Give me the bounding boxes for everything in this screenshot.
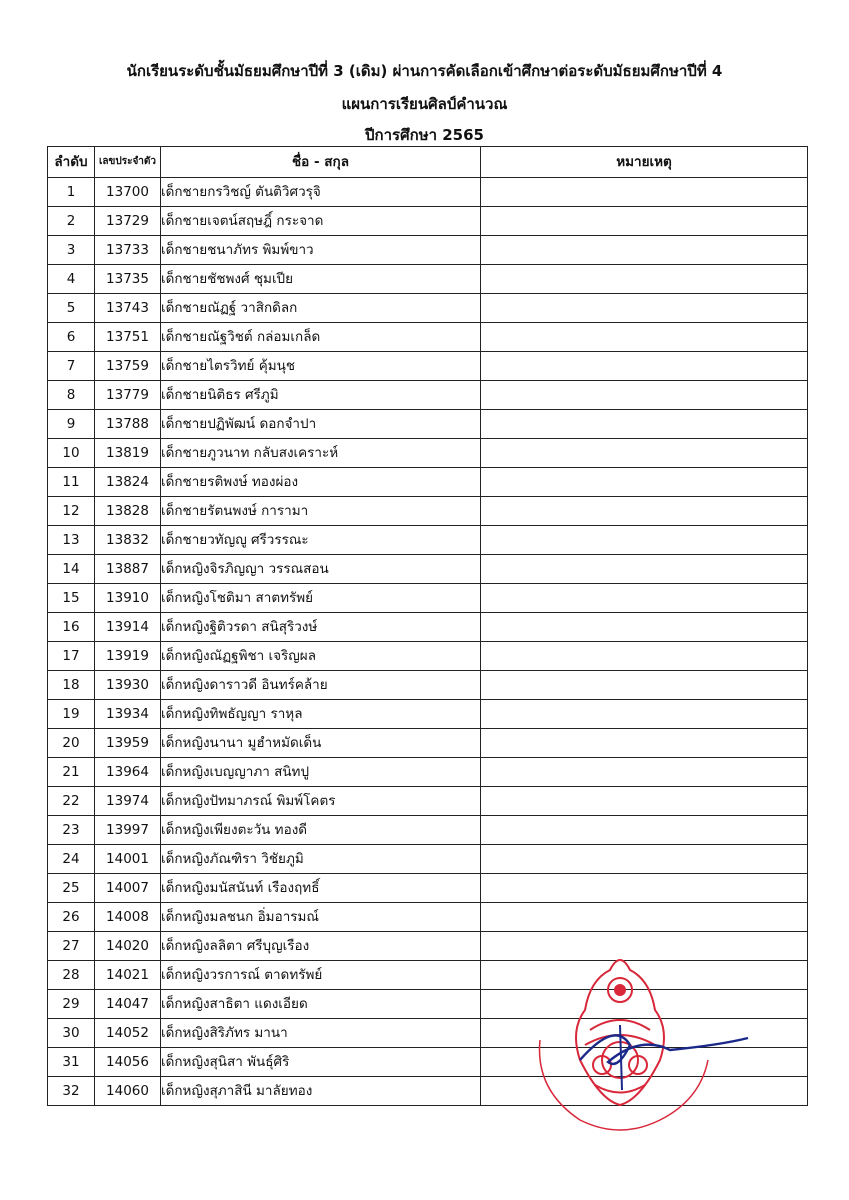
cell-order: 20 [48, 729, 95, 758]
cell-fullname: เด็กชายชัชพงศ์ ชุมเปีย [161, 265, 481, 294]
cell-fullname: เด็กหญิงเพียงตะวัน ทองดี [161, 816, 481, 845]
cell-student-id: 14008 [95, 903, 161, 932]
cell-fullname: เด็กหญิงจิรภิญญา วรรณสอน [161, 555, 481, 584]
cell-fullname: เด็กหญิงโชติมา สาตทรัพย์ [161, 584, 481, 613]
cell-fullname: เด็กหญิงมนัสนันท์ เรืองฤทธิ์ [161, 874, 481, 903]
cell-remarks [481, 729, 808, 758]
cell-student-id: 13751 [95, 323, 161, 352]
cell-remarks [481, 178, 808, 207]
cell-remarks [481, 787, 808, 816]
cell-order: 19 [48, 700, 95, 729]
cell-fullname: เด็กหญิงเบญญาภา สนิทปู [161, 758, 481, 787]
cell-student-id: 13819 [95, 439, 161, 468]
cell-fullname: เด็กชายนิติธร ศรีภูมิ [161, 381, 481, 410]
cell-order: 6 [48, 323, 95, 352]
cell-fullname: เด็กชายชนาภัทร พิมพ์ขาว [161, 236, 481, 265]
cell-fullname: เด็กชายรติพงษ์ ทองผ่อง [161, 468, 481, 497]
cell-remarks [481, 294, 808, 323]
cell-fullname: เด็กหญิงวรการณ์ ตาดทรัพย์ [161, 961, 481, 990]
cell-remarks [481, 381, 808, 410]
cell-student-id: 13788 [95, 410, 161, 439]
table-row [48, 613, 808, 642]
cell-student-id: 13700 [95, 178, 161, 207]
cell-student-id: 13729 [95, 207, 161, 236]
cell-student-id: 14052 [95, 1019, 161, 1048]
cell-student-id: 13919 [95, 642, 161, 671]
table-row [48, 700, 808, 729]
cell-fullname: เด็กหญิงสาธิตา แดงเอียด [161, 990, 481, 1019]
table-row [48, 903, 808, 932]
cell-fullname: เด็กหญิงภัณฑิรา วิชัยภูมิ [161, 845, 481, 874]
cell-order: 32 [48, 1077, 95, 1106]
cell-fullname: เด็กหญิงฐิติวรดา สนิสุริวงษ์ [161, 613, 481, 642]
cell-student-id: 13759 [95, 352, 161, 381]
cell-student-id: 13828 [95, 497, 161, 526]
cell-order: 24 [48, 845, 95, 874]
cell-fullname: เด็กชายวทัญญู ศรีวรรณะ [161, 526, 481, 555]
cell-fullname: เด็กชายเจตน์สฤษฎิ์ กระจาด [161, 207, 481, 236]
cell-fullname: เด็กชายปฏิพัฒน์ ดอกจำปา [161, 410, 481, 439]
table-row [48, 178, 808, 207]
cell-remarks [481, 497, 808, 526]
table-row [48, 410, 808, 439]
cell-student-id: 13733 [95, 236, 161, 265]
cell-remarks [481, 526, 808, 555]
cell-fullname: เด็กหญิงทิพธัญญา ราหุล [161, 700, 481, 729]
cell-remarks [481, 207, 808, 236]
cell-order: 21 [48, 758, 95, 787]
cell-remarks [481, 700, 808, 729]
cell-order: 30 [48, 1019, 95, 1048]
table-row [48, 294, 808, 323]
cell-student-id: 14047 [95, 990, 161, 1019]
cell-order: 7 [48, 352, 95, 381]
table-row [48, 468, 808, 497]
cell-fullname: เด็กชายรัตนพงษ์ การามา [161, 497, 481, 526]
cell-remarks [481, 758, 808, 787]
cell-remarks [481, 410, 808, 439]
cell-order: 12 [48, 497, 95, 526]
cell-student-id: 13779 [95, 381, 161, 410]
cell-fullname: เด็กชายณัฏฐ์ วาสิกดิลก [161, 294, 481, 323]
table-row [48, 671, 808, 700]
table-row [48, 642, 808, 671]
cell-remarks [481, 671, 808, 700]
cell-order: 4 [48, 265, 95, 294]
table-row [48, 497, 808, 526]
cell-fullname: เด็กหญิงนานา มูฮำหมัดเด็น [161, 729, 481, 758]
cell-remarks [481, 323, 808, 352]
table-row [48, 584, 808, 613]
document-subtitle-program: แผนการเรียนศิลป์คำนวณ [341, 95, 508, 113]
table-row [48, 729, 808, 758]
header-fullname: ชื่อ - สกุล [161, 147, 481, 178]
table-row [48, 526, 808, 555]
cell-student-id: 13934 [95, 700, 161, 729]
cell-remarks [481, 642, 808, 671]
table-row [48, 787, 808, 816]
cell-order: 16 [48, 613, 95, 642]
table-row [48, 207, 808, 236]
cell-order: 15 [48, 584, 95, 613]
cell-student-id: 13910 [95, 584, 161, 613]
cell-remarks [481, 845, 808, 874]
cell-remarks [481, 903, 808, 932]
cell-fullname: เด็กหญิงมลชนก อิ่มอารมณ์ [161, 903, 481, 932]
cell-fullname: เด็กชายณัฐวิชต์ กล่อมเกล็ด [161, 323, 481, 352]
document-subtitle-year: ปีการศึกษา 2565 [365, 126, 484, 144]
cell-order: 18 [48, 671, 95, 700]
cell-remarks [481, 439, 808, 468]
cell-order: 29 [48, 990, 95, 1019]
seal-emblem-icon [540, 960, 709, 1130]
cell-fullname: เด็กชายไตรวิทย์ คุ้มนุช [161, 352, 481, 381]
header-remarks: หมายเหตุ [481, 147, 808, 178]
header-row [48, 147, 808, 178]
cell-order: 22 [48, 787, 95, 816]
cell-order: 25 [48, 874, 95, 903]
cell-order: 31 [48, 1048, 95, 1077]
table-row [48, 323, 808, 352]
cell-student-id: 14001 [95, 845, 161, 874]
cell-order: 26 [48, 903, 95, 932]
table-row [48, 236, 808, 265]
cell-remarks [481, 236, 808, 265]
cell-student-id: 13743 [95, 294, 161, 323]
cell-student-id: 13930 [95, 671, 161, 700]
cell-order: 11 [48, 468, 95, 497]
cell-fullname: เด็กหญิงลลิตา ศรีบุญเรือง [161, 932, 481, 961]
cell-order: 23 [48, 816, 95, 845]
table-row [48, 874, 808, 903]
cell-order: 9 [48, 410, 95, 439]
table-row [48, 439, 808, 468]
cell-fullname: เด็กหญิงดาราวดี อินทร์คล้าย [161, 671, 481, 700]
cell-order: 14 [48, 555, 95, 584]
cell-fullname: เด็กหญิงสุนิสา พันธุ์ศิริ [161, 1048, 481, 1077]
header-order: ลำดับ [48, 147, 95, 178]
cell-student-id: 13997 [95, 816, 161, 845]
cell-student-id: 14007 [95, 874, 161, 903]
cell-fullname: เด็กชายภูวนาท กลับสงเคราะห์ [161, 439, 481, 468]
cell-student-id: 13887 [95, 555, 161, 584]
document-title: นักเรียนระดับชั้นมัธยมศึกษาปีที่ 3 (เดิม) ผ่านการคัดเลือกเข้าศึกษาต่อระดับมัธยมศึกษาปีที่ 4 [126, 62, 723, 80]
cell-remarks [481, 352, 808, 381]
cell-remarks [481, 265, 808, 294]
table-row [48, 758, 808, 787]
cell-student-id: 13959 [95, 729, 161, 758]
cell-remarks [481, 613, 808, 642]
table-row [48, 555, 808, 584]
cell-order: 10 [48, 439, 95, 468]
cell-remarks [481, 874, 808, 903]
table-row [48, 381, 808, 410]
cell-order: 13 [48, 526, 95, 555]
roster-header [48, 147, 808, 178]
cell-fullname: เด็กหญิงณัฏฐพิชา เจริญผล [161, 642, 481, 671]
cell-order: 8 [48, 381, 95, 410]
cell-order: 2 [48, 207, 95, 236]
cell-order: 27 [48, 932, 95, 961]
cell-remarks [481, 555, 808, 584]
cell-fullname: เด็กหญิงสิริภัทร มานา [161, 1019, 481, 1048]
cell-student-id: 13735 [95, 265, 161, 294]
table-row [48, 352, 808, 381]
table-row [48, 265, 808, 294]
cell-student-id: 13974 [95, 787, 161, 816]
cell-fullname: เด็กชายกรวิชญ์ ตันติวิศวรุจิ [161, 178, 481, 207]
school-seal-stamp [520, 950, 760, 1140]
cell-student-id: 13824 [95, 468, 161, 497]
cell-order: 28 [48, 961, 95, 990]
table-row [48, 845, 808, 874]
cell-student-id: 14060 [95, 1077, 161, 1106]
cell-fullname: เด็กหญิงปัทมาภรณ์ พิมพ์โคตร [161, 787, 481, 816]
cell-student-id: 13964 [95, 758, 161, 787]
cell-student-id: 14021 [95, 961, 161, 990]
header-student-id: เลขประจำตัว [95, 147, 161, 178]
cell-remarks [481, 468, 808, 497]
cell-student-id: 14020 [95, 932, 161, 961]
cell-fullname: เด็กหญิงสุภาสินี มาลัยทอง [161, 1077, 481, 1106]
cell-remarks [481, 584, 808, 613]
cell-student-id: 13914 [95, 613, 161, 642]
cell-order: 5 [48, 294, 95, 323]
cell-remarks [481, 816, 808, 845]
cell-order: 3 [48, 236, 95, 265]
table-row [48, 816, 808, 845]
cell-student-id: 14056 [95, 1048, 161, 1077]
cell-order: 1 [48, 178, 95, 207]
cell-order: 17 [48, 642, 95, 671]
cell-student-id: 13832 [95, 526, 161, 555]
